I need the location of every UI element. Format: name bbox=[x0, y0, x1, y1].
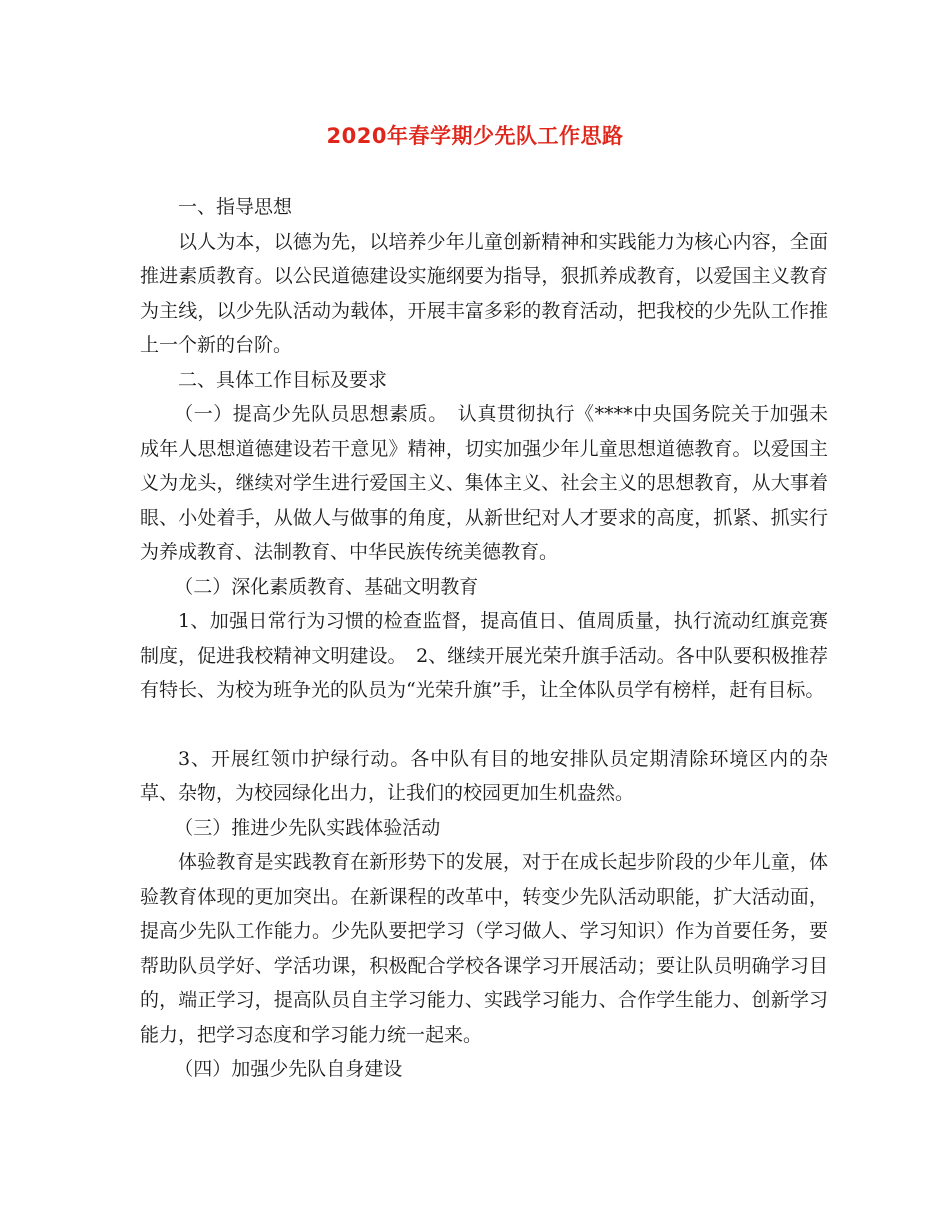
paragraph-daily-behavior: 1、加强日常行为习惯的检查监督，提高值日、值周质量，执行流动红旗竞赛制度，促进我校精神文明建设。 2、继续开展光荣升旗手活动。各中队要积极推荐有特长、为校为班争光的队员为“光荣升旗”手，让全体队员学有榜样，赶有目标。 bbox=[140, 610, 828, 701]
document-title: 2020年春学期少先队工作思路 bbox=[326, 124, 624, 148]
subheading-self-construction: （四）加强少先队自身建设 bbox=[174, 1058, 403, 1080]
section-heading-goals: 二、具体工作目标及要求 bbox=[178, 368, 388, 391]
subheading-deepen-education: （二）深化素质教育、基础文明教育 bbox=[174, 575, 479, 598]
section-heading-guiding-ideology: 一、指导思想 bbox=[178, 196, 293, 218]
paragraph-experience-education: 体验教育是实践教育在新形势下的发展，对于在成长起步阶段的少年儿童，体验教育体现的更加突出。在新课程的改革中，转变少先队活动职能，扩大活动面，提高少先队工作能力。少先队要把学习（学习做人、学习知识）作为首要任务，要帮助队员学好、学活功课，积极配合学校各课学习开展活动；要让队员明确学习目的，端正学习，提高队员自主学习能力、实践学习能力、合作学生能力、创新学习能力，把学习态度和学习能力统一起来。 bbox=[140, 851, 828, 1046]
paragraph-green-action: 3、开展红领巾护绿行动。各中队有目的地安排队员定期清除环境区内的杂草、杂物，为校园绿化出力，让我们的校园更加生机盎然。 bbox=[140, 747, 828, 804]
paragraph-guiding-ideology: 以人为本，以德为先，以培养少年儿童创新精神和实践能力为核心内容，全面推进素质教育。以公民道德建设实施纲要为指导，狠抓养成教育，以爱国主义教育为主线，以少先队活动为载体，开展丰富多彩的教育活动，把我校的少先队工作推上一个新的台阶。 bbox=[140, 230, 828, 356]
subheading-practice-experience: （三）推进少先队实践体验活动 bbox=[174, 816, 441, 839]
document-body bbox=[140, 190, 828, 1087]
paragraph-improve-quality: （一）提高少先队员思想素质。 认真贯彻执行《****中央国务院关于加强未成年人思想道德建设若干意见》精神，切实加强少年儿童思想道德教育。以爱国主义为龙头，继续对学生进行爱国主义、集体主义、社会主义的思想教育，从大事着眼、小处着手，从做人与做事的角度，从新世纪对人才要求的高度，抓紧、抓实行为养成教育、法制教育、中华民族传统美德教育。 bbox=[140, 403, 828, 563]
